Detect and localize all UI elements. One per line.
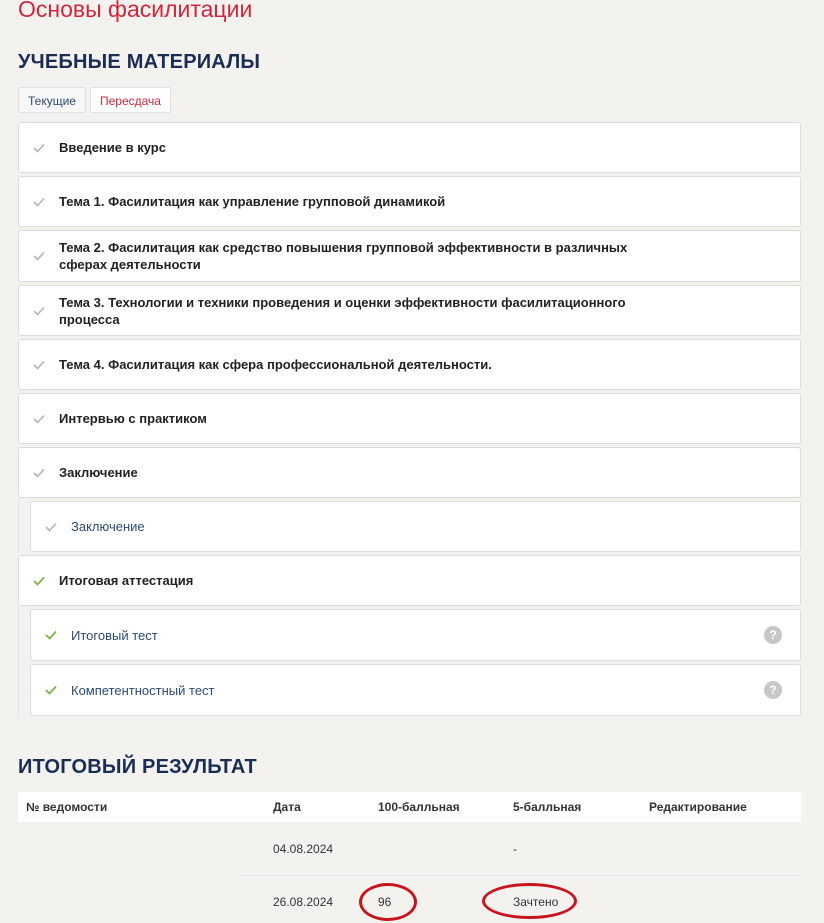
- result-table-header: [18, 792, 801, 822]
- row-date: 04.08.2024: [273, 842, 334, 856]
- material-item-label: Тема 1. Фасилитация как управление групповой динамикой: [59, 194, 446, 209]
- check-icon: [33, 360, 59, 370]
- materials-tabs: [18, 87, 171, 113]
- check-icon: [45, 630, 71, 640]
- tab-current[interactable]: Текущие: [18, 87, 86, 113]
- column-score-5: 5-балльная: [513, 800, 582, 814]
- material-item-label: Итоговая аттестация: [59, 573, 194, 588]
- help-icon[interactable]: ?: [764, 626, 782, 644]
- material-item-label: Введение в курс: [59, 140, 166, 155]
- check-icon: [33, 414, 59, 424]
- check-icon: [45, 522, 71, 532]
- annotation-ellipse: [359, 883, 417, 921]
- material-subitem-conclusion[interactable]: [30, 501, 801, 552]
- material-item-topic-4[interactable]: [18, 339, 801, 390]
- row-score-100: 96: [378, 895, 392, 909]
- row-divider: [240, 875, 801, 876]
- material-item-label: Тема 4. Фасилитация как сфера профессиональной деятельности.: [59, 357, 492, 372]
- material-subitem-label: Компетентностный тест: [71, 682, 215, 698]
- material-item-label: Тема 3. Технологии и техники проведения и оценки эффективности фасилитационного процесса: [59, 294, 626, 327]
- material-item-label: Заключение: [59, 465, 138, 480]
- material-subitem-label: Заключение: [71, 519, 145, 534]
- material-subitem-label: Итоговый тест: [71, 627, 158, 643]
- material-item-topic-3[interactable]: [18, 285, 801, 336]
- material-item-label: Тема 2. Фасилитация как средство повышения групповой эффективности в различных сферах деятельности: [59, 240, 628, 272]
- column-date: Дата: [273, 800, 301, 814]
- check-icon: [33, 251, 59, 261]
- check-icon: [33, 576, 59, 586]
- column-score-100: 100-балльная: [378, 800, 460, 814]
- check-icon: [45, 685, 71, 695]
- nested-guide-line: [18, 498, 19, 552]
- material-subitem-competency-test[interactable]: [30, 664, 801, 716]
- material-item-topic-1[interactable]: [18, 176, 801, 227]
- tab-retake[interactable]: Пересдача: [90, 87, 171, 113]
- row-score-5: Зачтено: [513, 895, 559, 909]
- course-title: Основы фасилитации: [18, 0, 253, 22]
- help-icon[interactable]: ?: [764, 681, 782, 699]
- annotation-ellipse: [482, 883, 577, 919]
- check-icon: [33, 197, 59, 207]
- material-item-conclusion[interactable]: [18, 447, 801, 498]
- check-icon: [33, 143, 59, 153]
- result-heading: ИТОГОВЫЙ РЕЗУЛЬТАТ: [18, 756, 257, 778]
- check-icon: [33, 306, 59, 316]
- nested-guide-line: [18, 606, 19, 716]
- material-item-topic-2[interactable]: [18, 230, 801, 282]
- row-date: 26.08.2024: [273, 895, 334, 909]
- material-item-final-attestation[interactable]: [18, 555, 801, 606]
- material-item-interview[interactable]: [18, 393, 801, 444]
- material-item-intro[interactable]: [18, 122, 801, 173]
- column-statement: № ведомости: [26, 800, 108, 814]
- material-item-label: Интервью с практиком: [59, 411, 207, 426]
- row-score-5: -: [513, 842, 517, 856]
- check-icon: [33, 468, 59, 478]
- materials-heading: УЧЕБНЫЕ МАТЕРИАЛЫ: [18, 51, 261, 73]
- material-subitem-final-test[interactable]: [30, 609, 801, 661]
- column-edit: Редактирование: [649, 800, 747, 814]
